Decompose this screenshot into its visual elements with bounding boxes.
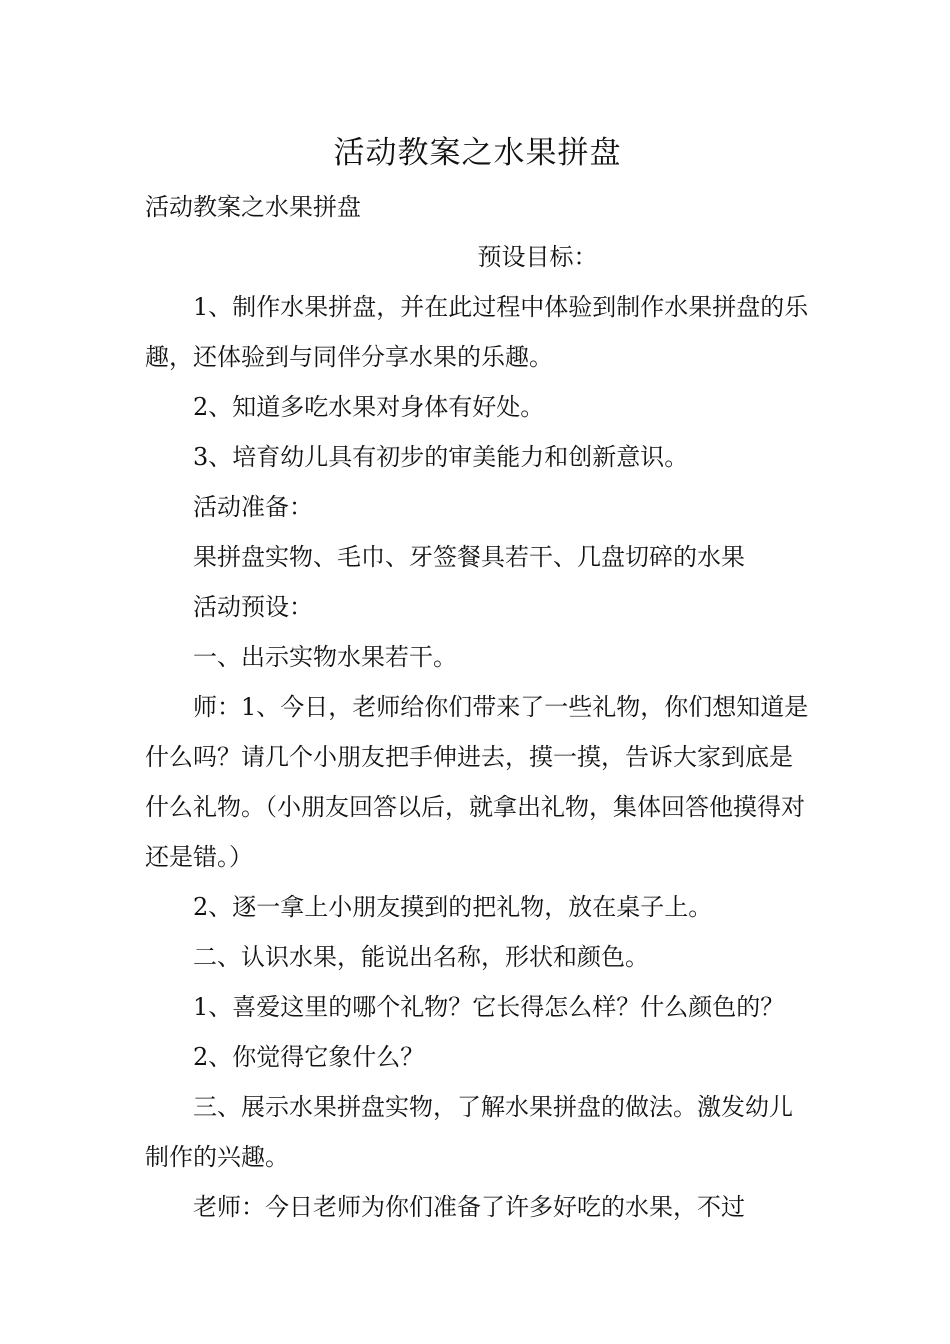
- subtitle-paragraph: 活动教案之水果拼盘: [145, 193, 361, 221]
- section-one-heading: 一、出示实物水果若干。: [193, 643, 457, 671]
- preset-goals-heading: 预设目标：: [477, 243, 598, 271]
- goal-3-paragraph: 3、培育幼儿具有初步的审美能力和创新意识。: [193, 443, 689, 471]
- place-gifts-paragraph: 2、逐一拿上小朋友摸到的把礼物，放在桌子上。: [193, 893, 713, 921]
- teacher-fruit-paragraph: 老师：今日老师为你们准备了许多好吃的水果，不过: [193, 1193, 745, 1221]
- goal-1-paragraph: 1、制作水果拼盘，并在此过程中体验到制作水果拼盘的乐趣，还体验到与同伴分享水果的乐趣。: [145, 293, 809, 371]
- question-1-paragraph: 1、喜爱这里的哪个礼物？它长得怎么样？什么颜色的？: [193, 993, 785, 1021]
- document-content: [145, 124, 810, 1232]
- goal-2-paragraph: 2、知道多吃水果对身体有好处。: [193, 393, 545, 421]
- activity-preparation-heading: 活动准备：: [193, 493, 313, 521]
- question-2-paragraph: 2、你觉得它象什么？: [193, 1043, 425, 1071]
- section-three-paragraph: 三、展示水果拼盘实物，了解水果拼盘的做法。激发幼儿制作的兴趣。: [145, 1093, 793, 1171]
- section-two-heading: 二、认识水果，能说出名称，形状和颜色。: [193, 943, 649, 971]
- document-title: 活动教案之水果拼盘: [333, 135, 622, 171]
- activity-plan-heading: 活动预设：: [193, 593, 313, 621]
- preparation-materials-paragraph: 果拼盘实物、毛巾、牙签餐具若干、几盘切碎的水果: [193, 543, 745, 571]
- teacher-gift-paragraph: 师：1、今日，老师给你们带来了一些礼物，你们想知道是什么吗？请几个小朋友把手伸进去，摸一摸，告诉大家到底是什么礼物。（小朋友回答以后，就拿出礼物，集体回答他摸得对还是错。）: [145, 693, 809, 871]
